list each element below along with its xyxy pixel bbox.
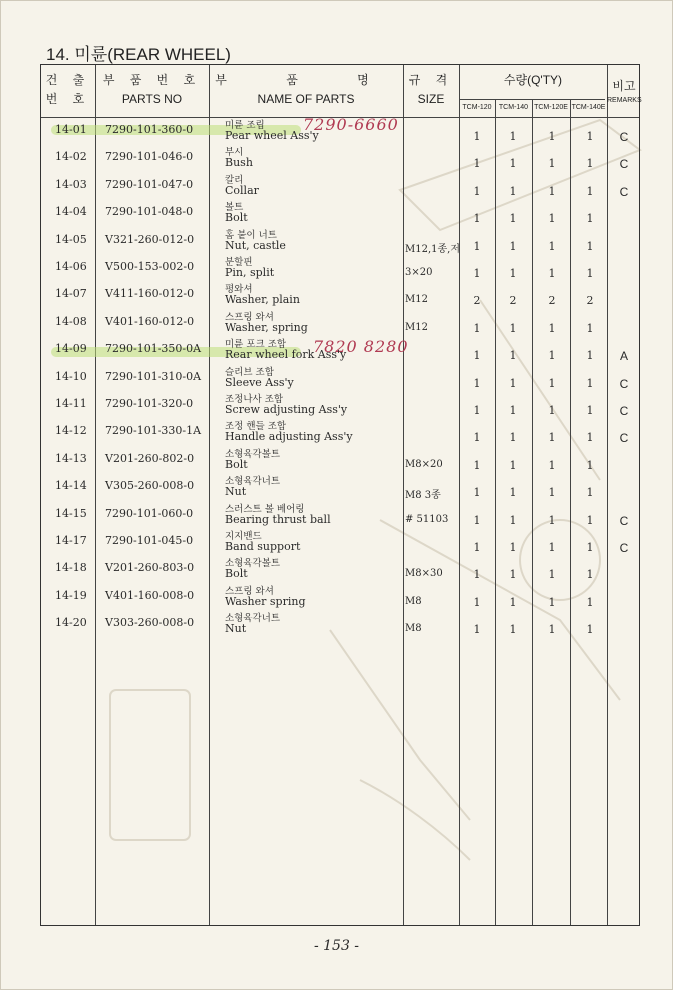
- qty-tcm-140: 1: [509, 267, 517, 280]
- part-name-en: Nut: [225, 622, 247, 636]
- item-number: 14-18: [55, 561, 87, 575]
- remarks-code: C: [619, 513, 629, 528]
- part-name-ko: 볼트: [225, 202, 244, 214]
- qty-tcm-120e: 1: [548, 404, 556, 417]
- qty-tcm-120: 1: [473, 267, 481, 280]
- qty-tcm-120e: 1: [548, 376, 556, 390]
- qty-tcm-140: 1: [509, 595, 517, 609]
- qty-tcm-140: 1: [509, 239, 517, 253]
- part-name-en: Washer spring: [225, 594, 306, 608]
- qty-tcm-120: 1: [473, 568, 481, 582]
- handwritten-note: 7820 8280: [313, 337, 409, 356]
- table-row: [41, 148, 641, 175]
- qty-tcm-120e: 1: [548, 239, 556, 253]
- qty-tcm-120e: 1: [548, 267, 556, 280]
- header-no-ko2: 번 호: [45, 92, 91, 106]
- qty-tcm-140: 1: [509, 212, 517, 226]
- qty-tcm-120: 1: [473, 157, 481, 171]
- item-number: 14-14: [55, 479, 87, 493]
- item-number: 14-01: [55, 123, 87, 136]
- header-name-en: NAME OF PARTS: [257, 92, 355, 106]
- part-name-ko: 지지밴드: [225, 531, 262, 542]
- table-row: [41, 505, 641, 532]
- part-name-ko: 조정나사 조합: [225, 394, 284, 405]
- qty-tcm-120: 1: [473, 376, 481, 390]
- part-number: V303-260-008-0: [105, 616, 195, 630]
- part-size: M12: [405, 294, 428, 306]
- header-name-ko: 부 품 명: [215, 73, 397, 87]
- header-remarks-en: REMARKS: [607, 97, 642, 104]
- table-row: [41, 340, 641, 367]
- item-number: 14-13: [55, 451, 87, 465]
- part-size: M8×30: [405, 568, 443, 580]
- item-number: 14-08: [55, 314, 87, 328]
- part-size: # 51103: [405, 513, 449, 525]
- part-name-en: Bolt: [225, 567, 248, 581]
- table-row: [41, 450, 641, 477]
- part-number: 7290-101-330-1A: [105, 424, 202, 438]
- qty-tcm-140: 1: [509, 431, 517, 445]
- item-number: 14-06: [55, 260, 87, 273]
- qty-tcm-120: 1: [473, 486, 481, 500]
- qty-tcm-120e: 1: [548, 541, 556, 554]
- table-row: [41, 532, 641, 559]
- qty-tcm-120: 1: [473, 541, 481, 554]
- part-name-en: Bush: [225, 156, 253, 170]
- part-name-en: Collar: [225, 183, 259, 197]
- part-name-ko: 소형육각너트: [225, 476, 281, 488]
- qty-tcm-120e: 1: [548, 458, 556, 472]
- part-number: V201-260-803-0: [105, 561, 195, 575]
- qty-tcm-140e: 1: [586, 458, 594, 472]
- part-size: 3×20: [405, 267, 433, 278]
- part-name-en: Sleeve Ass'y: [225, 375, 294, 389]
- qty-tcm-140e: 1: [586, 595, 594, 609]
- qty-tcm-140e: 1: [586, 623, 594, 637]
- qty-tcm-120: 2: [473, 294, 481, 308]
- part-name-ko: 스러스트 볼 베어링: [225, 503, 305, 515]
- qty-tcm-140e: 1: [586, 431, 594, 445]
- part-number: V305-260-008-0: [105, 479, 195, 493]
- qty-tcm-140e: 1: [586, 130, 594, 143]
- remarks-code: C: [619, 157, 629, 172]
- header-remarks: [607, 77, 641, 106]
- item-number: 14-09: [55, 342, 87, 356]
- qty-tcm-120: 1: [473, 404, 481, 417]
- part-name-ko: 스프링 와셔: [225, 311, 274, 323]
- item-number: 14-17: [55, 534, 87, 547]
- part-name-ko: 슬리브 조합: [225, 366, 274, 378]
- part-number: V411-160-012-0: [105, 287, 195, 301]
- item-number: 14-07: [55, 287, 87, 301]
- qty-tcm-140: 1: [509, 130, 517, 143]
- table-row: [41, 121, 641, 148]
- qty-tcm-120: 1: [473, 623, 481, 637]
- part-number: V321-260-012-0: [105, 232, 195, 246]
- part-name-ko: 미륜 포크 조합: [225, 339, 287, 351]
- qty-tcm-140e: 2: [586, 294, 594, 308]
- qty-tcm-120: 1: [473, 239, 481, 253]
- item-number: 14-02: [55, 150, 87, 164]
- qty-tcm-140e: 1: [586, 321, 594, 335]
- qty-tcm-140e: 1: [586, 376, 594, 390]
- part-name-ko: 소형육각너트: [225, 613, 281, 625]
- part-number: V201-260-802-0: [105, 451, 195, 465]
- remarks-code: C: [619, 376, 629, 391]
- qty-tcm-140e: 1: [586, 404, 594, 417]
- part-number: 7290-101-360-0: [105, 123, 194, 136]
- item-number: 14-11: [55, 397, 87, 410]
- item-number: 14-12: [55, 424, 87, 438]
- item-number: 14-10: [55, 369, 87, 383]
- remarks-code: C: [619, 431, 629, 446]
- item-number: 14-05: [55, 232, 87, 246]
- part-name-ko: 조정 핸들 조합: [225, 421, 287, 433]
- qty-tcm-140e: 1: [586, 212, 594, 226]
- table-row: [41, 422, 641, 449]
- header-no-ko: 건 출: [45, 73, 91, 87]
- table-row: [41, 559, 641, 586]
- part-name-ko: 스프링 와셔: [225, 585, 274, 597]
- part-name-en: Pear wheel Ass'y: [225, 129, 319, 142]
- qty-tcm-120: 1: [473, 349, 481, 363]
- qty-tcm-140: 1: [509, 623, 517, 637]
- part-name-en: Pin, split: [225, 266, 275, 279]
- qty-tcm-120e: 1: [548, 623, 556, 637]
- qty-tcm-140: 1: [509, 349, 517, 363]
- part-number: V401-160-012-0: [105, 314, 195, 328]
- part-name-ko: 소형육각볼트: [225, 448, 281, 460]
- qty-tcm-140: 1: [509, 513, 517, 527]
- qty-tcm-120: 1: [473, 513, 481, 527]
- part-name-ko: 평와셔: [225, 284, 253, 296]
- remarks-code: C: [619, 130, 629, 144]
- table-row: [41, 285, 641, 312]
- qty-tcm-140e: 1: [586, 239, 594, 253]
- part-name-en: Screw adjusting Ass'y: [225, 403, 348, 416]
- qty-tcm-120: 1: [473, 184, 481, 198]
- qty-tcm-140: 1: [509, 486, 517, 500]
- part-number: 7290-101-060-0: [105, 506, 194, 520]
- remarks-code: A: [619, 349, 628, 364]
- header-remarks-ko: 비고: [612, 79, 636, 93]
- qty-tcm-140e: 1: [586, 568, 594, 582]
- part-name-en: Nut, castle: [225, 238, 286, 252]
- qty-tcm-120e: 1: [548, 349, 556, 363]
- parts-table: [40, 64, 640, 926]
- part-number: 7290-101-320-0: [105, 397, 194, 410]
- table-row: [41, 231, 641, 258]
- qty-tcm-140: 1: [509, 157, 517, 171]
- qty-tcm-120: 1: [473, 458, 481, 472]
- part-name-en: Washer, spring: [225, 320, 308, 334]
- qty-tcm-120e: 1: [548, 130, 556, 143]
- part-name-en: Washer, plain: [225, 293, 300, 307]
- handwritten-note: 7290-6660: [303, 115, 399, 134]
- qty-tcm-120e: 1: [548, 513, 556, 527]
- table-row: [41, 258, 641, 285]
- table-row: [41, 203, 641, 230]
- qty-tcm-140: 1: [509, 568, 517, 582]
- qty-tcm-120e: 1: [548, 431, 556, 445]
- qty-tcm-140e: 1: [586, 157, 594, 171]
- part-number: 7290-101-047-0: [105, 177, 194, 191]
- qty-tcm-120e: 1: [548, 321, 556, 335]
- header-parts-no: [95, 71, 209, 109]
- qty-tcm-140: 1: [509, 458, 517, 472]
- qty-tcm-120e: 2: [548, 294, 556, 308]
- table-row: [41, 395, 641, 422]
- header-size-en: SIZE: [417, 92, 445, 106]
- qty-tcm-140: 1: [509, 541, 517, 554]
- qty-tcm-140: 1: [509, 321, 517, 335]
- qty-tcm-120: 1: [473, 130, 481, 143]
- part-size: M8 3종: [405, 490, 441, 502]
- part-name-en: Band support: [225, 540, 301, 553]
- qty-tcm-140e: 1: [586, 541, 594, 554]
- part-size: M12,1종,저: [405, 243, 461, 255]
- part-number: 7290-101-048-0: [105, 205, 194, 219]
- qty-tcm-140e: 1: [586, 267, 594, 280]
- part-number: 7290-101-310-0A: [105, 369, 202, 383]
- part-size: M8: [405, 623, 422, 635]
- header-parts-no-en: PARTS NO: [121, 92, 183, 106]
- part-number: 7290-101-350-0A: [105, 342, 202, 356]
- table-row: [41, 368, 641, 395]
- header-model-1: TCM-120: [462, 104, 492, 111]
- qty-tcm-120: 1: [473, 321, 481, 335]
- qty-tcm-140e: 1: [586, 513, 594, 527]
- qty-tcm-120e: 1: [548, 157, 556, 171]
- qty-tcm-120e: 1: [548, 568, 556, 582]
- section-title: 14. 미륜(REAR WHEEL): [46, 45, 231, 64]
- qty-tcm-140: 2: [509, 294, 517, 308]
- part-size: M8: [405, 595, 422, 607]
- header-parts-no-ko: 부 품 번 호: [102, 73, 202, 87]
- header-no: [41, 71, 95, 109]
- header-name: [209, 71, 403, 109]
- header-model-4: TCM-140E: [571, 104, 606, 111]
- part-name-en: Bolt: [225, 457, 248, 471]
- page-number: - 153 -: [313, 938, 360, 954]
- part-number: 7290-101-046-0: [105, 150, 194, 164]
- table-row: [41, 176, 641, 203]
- item-number: 14-20: [55, 616, 87, 630]
- qty-tcm-140e: 1: [586, 184, 594, 198]
- part-number: V401-160-008-0: [105, 588, 195, 602]
- part-name-en: Bolt: [225, 211, 248, 225]
- item-number: 14-04: [55, 205, 87, 219]
- qty-tcm-120e: 1: [548, 184, 556, 198]
- qty-tcm-120: 1: [473, 431, 481, 445]
- qty-tcm-120: 1: [473, 212, 481, 226]
- item-number: 14-03: [55, 177, 87, 191]
- header-model-2: TCM-140: [498, 104, 529, 111]
- item-number: 14-15: [55, 506, 87, 520]
- part-size: M8×20: [405, 458, 443, 470]
- qty-tcm-140: 1: [509, 184, 517, 198]
- part-name-en: Rear wheel fork Ass'y: [225, 348, 347, 362]
- part-name-ko: 칼리: [225, 174, 244, 186]
- part-name-ko: 홈 붙이 너트: [225, 229, 277, 241]
- part-number: V500-153-002-0: [105, 260, 195, 273]
- part-name-en: Handle adjusting Ass'y: [225, 430, 353, 444]
- part-name-ko: 미륜 조립: [225, 120, 265, 131]
- qty-tcm-120e: 1: [548, 212, 556, 226]
- part-size: M12: [405, 321, 428, 333]
- qty-tcm-120e: 1: [548, 486, 556, 500]
- qty-tcm-140: 1: [509, 404, 517, 417]
- header-size-ko: 규 격: [408, 73, 454, 87]
- table-row: [41, 313, 641, 340]
- part-name-ko: 부시: [225, 147, 244, 159]
- header-size: [403, 71, 459, 109]
- qty-tcm-120: 1: [473, 595, 481, 609]
- part-name-ko: 분할핀: [225, 257, 253, 268]
- header-qty: 수량(Q'TY): [503, 73, 563, 87]
- remarks-code: C: [619, 541, 629, 555]
- remarks-code: C: [619, 404, 629, 418]
- header-model-3: TCM-120E: [534, 104, 568, 111]
- remarks-code: C: [619, 184, 629, 199]
- part-name-en: Bearing thrust ball: [225, 512, 331, 526]
- part-number: 7290-101-045-0: [105, 534, 194, 547]
- qty-tcm-120e: 1: [548, 595, 556, 609]
- table-row: [41, 587, 641, 614]
- table-row: [41, 614, 641, 641]
- item-number: 14-19: [55, 588, 87, 602]
- table-row: [41, 477, 641, 504]
- qty-tcm-140e: 1: [586, 349, 594, 363]
- qty-tcm-140: 1: [509, 376, 517, 390]
- qty-tcm-140e: 1: [586, 486, 594, 500]
- part-name-en: Nut: [225, 485, 247, 499]
- part-name-ko: 소형육각볼트: [225, 558, 281, 570]
